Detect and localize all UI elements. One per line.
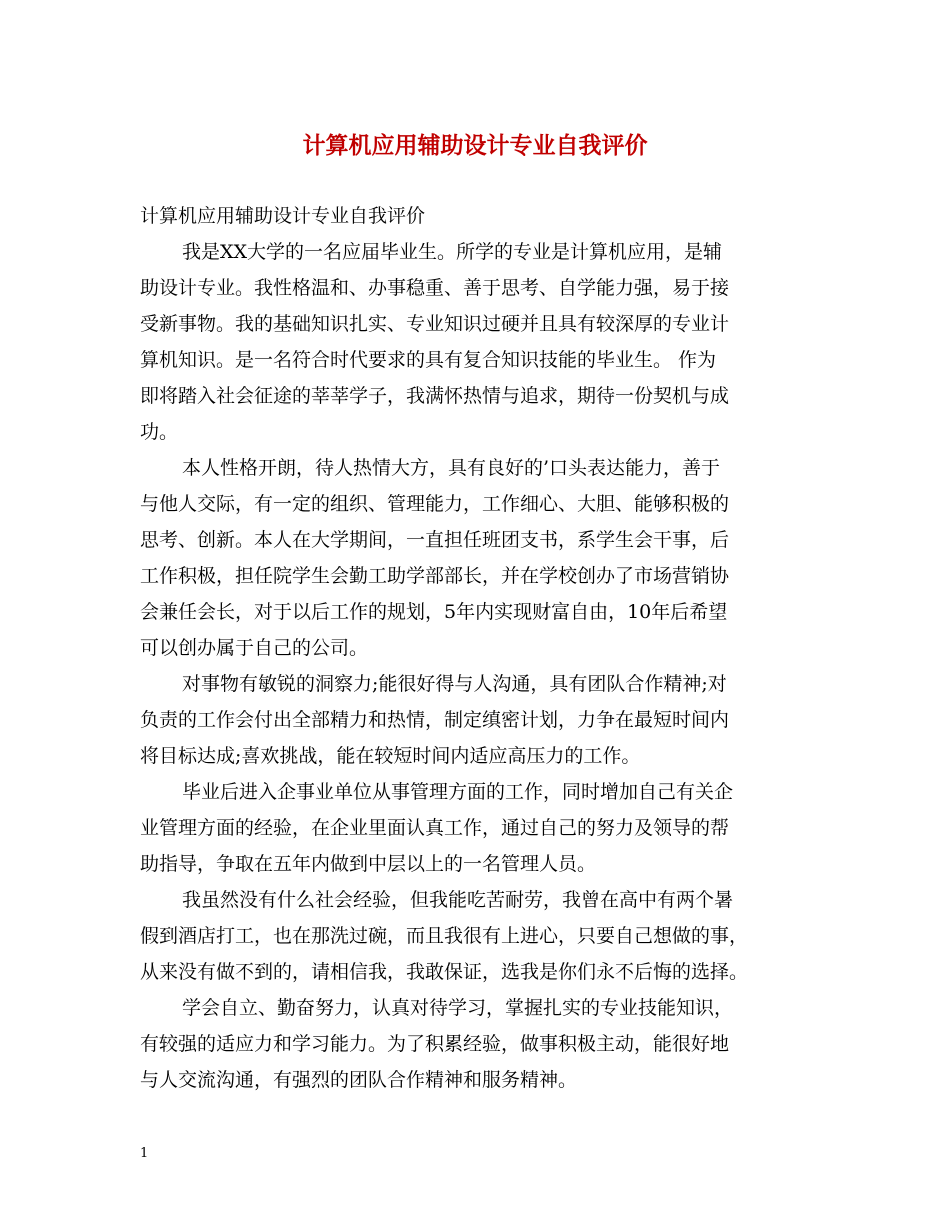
paragraph-line: 毕业后进入企事业单位从事管理方面的工作，同时增加自己有关企 (182, 781, 734, 803)
paragraph-line: 有较强的适应力和学习能力。为了积累经验，做事积极主动，能很好地 (140, 1033, 730, 1055)
paragraph-line: 思考、创新。本人在大学期间，一直担任班团支书，系学生会干事，后 (140, 529, 730, 551)
paragraph-line: 算机知识。是一名符合时代要求的具有复合知识技能的毕业生。 作为 (140, 349, 717, 371)
paragraph-line: 本人性格开朗，待人热情大方，具有良好的’口头表达能力，善于 (182, 457, 721, 479)
paragraph-line: 可以创办属于自己的公司。 (140, 637, 369, 659)
document-title: 计算机应用辅助设计专业自我评价 (302, 133, 648, 159)
paragraph-line: 与他人交际，有一定的组织、管理能力，工作细心、大胆、能够积极的 (140, 493, 730, 515)
paragraph-4 (140, 774, 812, 882)
paragraph-line: 工作积极，担任院学生会勤工助学部部长，并在学校创办了市场营销协 (140, 565, 730, 587)
paragraph-line: 会兼任会长，对于以后工作的规划，5年内实现财富自由，10年后希望 (140, 601, 728, 623)
paragraph-line: 功。 (140, 421, 179, 443)
paragraph-line: 即将踏入社会征途的莘莘学子，我满怀热情与追求，期待一份契机与成 (140, 385, 730, 407)
paragraph-line: 助设计专业。我性格温和、办事稳重、善于思考、自学能力强，易于接 (140, 277, 730, 299)
paragraph-line: 对事物有敏锐的洞察力;能很好得与人沟通，具有团队合作精神;对 (182, 673, 727, 695)
paragraph-2 (140, 450, 812, 666)
page-number: 1 (140, 1146, 149, 1161)
paragraph-1 (140, 234, 812, 450)
document-body (140, 198, 812, 1098)
paragraph-line: 从来没有做不到的，请相信我，我敢保证，选我是你们永不后悔的选择。 (140, 961, 749, 983)
paragraph-3 (140, 666, 812, 774)
paragraph-line: 助指导，争取在五年内做到中层以上的一名管理人员。 (140, 853, 597, 875)
paragraph-line: 学会自立、勤奋努力，认真对待学习，掌握扎实的专业技能知识， (182, 997, 734, 1019)
paragraph-line: 假到酒店打工，也在那洗过碗，而且我很有上进心，只要自己想做的事， (140, 925, 749, 947)
paragraph-line: 负责的工作会付出全部精力和热情，制定缜密计划，力争在最短时间内 (140, 709, 730, 731)
paragraph-line: 我是XX大学的一名应届毕业生。所学的专业是计算机应用，是辅 (182, 241, 723, 263)
paragraph-line: 业管理方面的经验，在企业里面认真工作，通过自己的努力及领导的帮 (140, 817, 730, 839)
paragraph-line: 与人交流沟通，有强烈的团队合作精神和服务精神。 (140, 1069, 578, 1091)
paragraph-5 (140, 882, 812, 990)
paragraph-line: 将目标达成;喜欢挑战，能在较短时间内适应高压力的工作。 (140, 745, 641, 767)
paragraph-line: 受新事物。我的基础知识扎实、专业知识过硬并且具有较深厚的专业计 (140, 313, 730, 335)
document-subtitle: 计算机应用辅助设计专业自我评价 (140, 205, 426, 227)
paragraph-line: 我虽然没有什么社会经验，但我能吃苦耐劳，我曾在高中有两个暑 (182, 889, 734, 911)
paragraph-6 (140, 990, 812, 1098)
